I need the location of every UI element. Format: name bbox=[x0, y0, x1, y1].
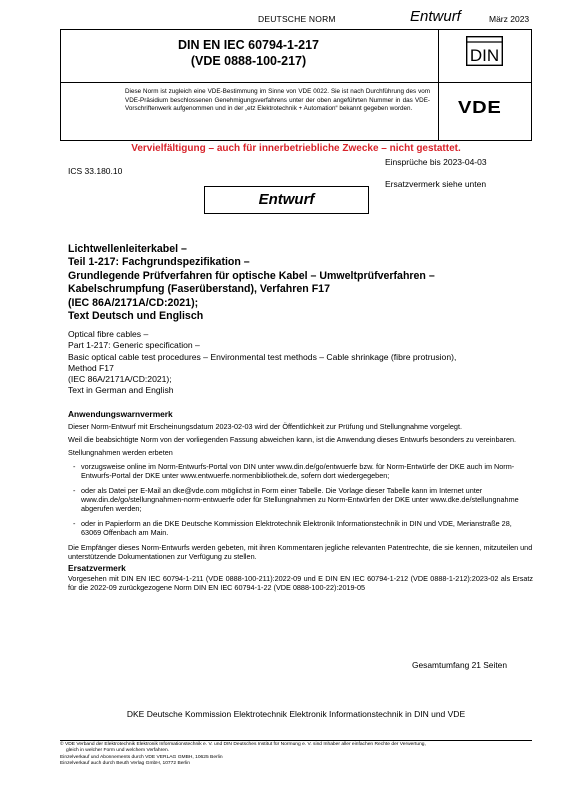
list-item-text: vorzugsweise online im Norm-Entwurfs-Portal von DIN unter www.din.de/go/entwuerfe bzw. für Norm-Entwürfe der DKE auch im Norm-Entwurfs-Portal der DKE unter www.entwuerfe.normenbibliothek.de, sofern dort wiedergegeben; bbox=[81, 461, 515, 481]
english-title-line: (IEC 86A/2171A/CD:2021); bbox=[68, 374, 172, 385]
german-title-line: Teil 1-217: Fachgrundspezifikation – bbox=[68, 256, 250, 269]
footer-legal bbox=[60, 742, 538, 768]
footer-divider bbox=[60, 740, 532, 741]
paragraph: Weil die beabsichtigte Norm von der vorliegenden Fassung abweichen kann, ist die Anwendung dieses Entwurfs besonders zu vereinbaren. bbox=[68, 434, 517, 444]
din-logo-text: DIN bbox=[469, 46, 500, 65]
document-number bbox=[60, 37, 437, 69]
bullet-dash: - bbox=[73, 461, 76, 471]
list-item-text: oder in Papierform an die DKE Deutsche Kommission Elektrotechnik Elektronik Informationstechnik in DIN und VDE, Merianstraße 28, 63069 Offenbach am Main. bbox=[81, 518, 512, 538]
issue-date: März 2023 bbox=[489, 14, 530, 24]
list-item bbox=[68, 462, 533, 481]
bullet-dash: - bbox=[73, 485, 76, 495]
footer-line: Einzelverkauf auch durch Beuth Verlag GmbH, 10772 Berlin bbox=[60, 761, 190, 767]
ics-code: ICS 33.180.10 bbox=[68, 166, 123, 176]
document-number-vde: (VDE 0888-100-217) bbox=[190, 54, 307, 68]
english-title-line: Basic optical cable test procedures – Environmental test methods – Cable shrinkage (fibre protrusion), bbox=[68, 351, 457, 362]
objection-deadline: Einsprüche bis 2023-04-03 bbox=[385, 157, 487, 167]
document-number-din: DIN EN IEC 60794-1-217 bbox=[177, 38, 320, 52]
english-title-line: Optical fibre cables – bbox=[68, 329, 149, 339]
dke-line: DKE Deutsche Kommission Elektrotechnik Elektronik Informationstechnik in DIN und VDE bbox=[126, 709, 466, 719]
list-item-text: oder als Datei per E-Mail an dke@vde.com möglichst in Form einer Tabelle. Die Vorlage dieser Tabelle kann im Internet unter www.din.de/go/stellungnahmen-norm-entwuerfe oder für Stellungnahmen zu Norm-Entwürfen der DKE unter www.dke.de/stellungnahme abgerufen werden; bbox=[81, 485, 519, 514]
german-title-line: Kabelschrumpfung (Faserüberstand), Verfahren F17 bbox=[68, 283, 330, 296]
din-logo bbox=[466, 36, 503, 66]
paragraph: Vorgesehen mit DIN EN IEC 60794-1-211 (VDE 0888-100-211):2022-09 und E DIN EN IEC 60794-1-212 (VDE 0888-1-212):2023-02 als Ersatz für die 2022-09 zurückgezogene Norm DIN EN IEC 60794-1-22 (VDE 0888-100-22):2019-05 bbox=[68, 573, 533, 593]
english-title-line: Text in German and English bbox=[68, 385, 174, 396]
total-pages: Gesamtumfang 21 Seiten bbox=[412, 660, 507, 670]
vde-logo: VDE bbox=[458, 97, 502, 117]
german-title-line: Grundlegende Prüfverfahren für optische Kabel – Umweltprüfverfahren – bbox=[68, 269, 435, 282]
footer-line: © VDE Verband der Elektrotechnik Elektronik Informationstechnik e. V. und DIN Deutsches Institut für Normung e. V. sind Inhaber aller einfachen Rechte der Verwertung, bbox=[60, 742, 426, 747]
replacement-note-hint: Ersatzvermerk siehe unten bbox=[385, 179, 487, 189]
english-title-line: Part 1-217: Generic specification – bbox=[68, 340, 200, 351]
german-title-line: Lichtwellenleiterkabel – bbox=[68, 243, 187, 255]
bullet-dash: - bbox=[73, 518, 76, 528]
paragraph: Die Empfänger dieses Norm-Entwurfs werden gebeten, mit ihren Kommentaren jegliche relevanten Patentrechte, die sie kennen, mitzuteilen und unterstützende Dokumentationen zur Verfügung zu stellen. bbox=[68, 542, 533, 561]
section-heading: Anwendungswarnvermerk bbox=[68, 409, 173, 419]
draft-label: Entwurf bbox=[410, 8, 461, 25]
paragraph: Dieser Norm-Entwurf mit Erscheinungsdatum 2023-02-03 wird der Öffentlichkeit zur Prüfung und Stellungnahme vorgelegt. bbox=[68, 421, 462, 431]
german-title-line: Text Deutsch und Englisch bbox=[68, 310, 204, 323]
vde-notice: Diese Norm ist zugleich eine VDE-Bestimmung im Sinne von VDE 0022. Sie ist nach Durchführung des vom VDE-Präsidium beschlossenen Genehmigungsverfahrens unter der oben angeführten Nummer in das VDE-Vorschriftenwerk aufgenommen und in der „etz Elektrotechnik + Automation“ bekannt gegeben worden. bbox=[125, 88, 430, 113]
list-item bbox=[68, 519, 533, 538]
standard-type-label: DEUTSCHE NORM bbox=[258, 14, 336, 24]
list-item bbox=[68, 486, 533, 514]
german-title-line: (IEC 86A/2171A/CD:2021); bbox=[68, 296, 199, 309]
section-heading: Ersatzvermerk bbox=[68, 563, 126, 574]
warning-section bbox=[68, 409, 533, 593]
paragraph: Stellungnahmen werden erbeten bbox=[68, 448, 173, 458]
german-title bbox=[68, 243, 533, 323]
english-title-line: Method F17 bbox=[68, 362, 114, 373]
footer-line: gleich in welcher Form und welchem Verfahren. bbox=[66, 748, 170, 754]
english-title bbox=[68, 329, 533, 397]
reproduction-warning: Vervielfältigung – auch für innerbetriebliche Zwecke – nicht gestattet. bbox=[131, 143, 461, 154]
footer-line: Einzelverkauf und Abonnements durch VDE VERLAG GMBH, 10625 Berlin bbox=[60, 754, 223, 760]
draft-box: Entwurf bbox=[204, 186, 369, 214]
